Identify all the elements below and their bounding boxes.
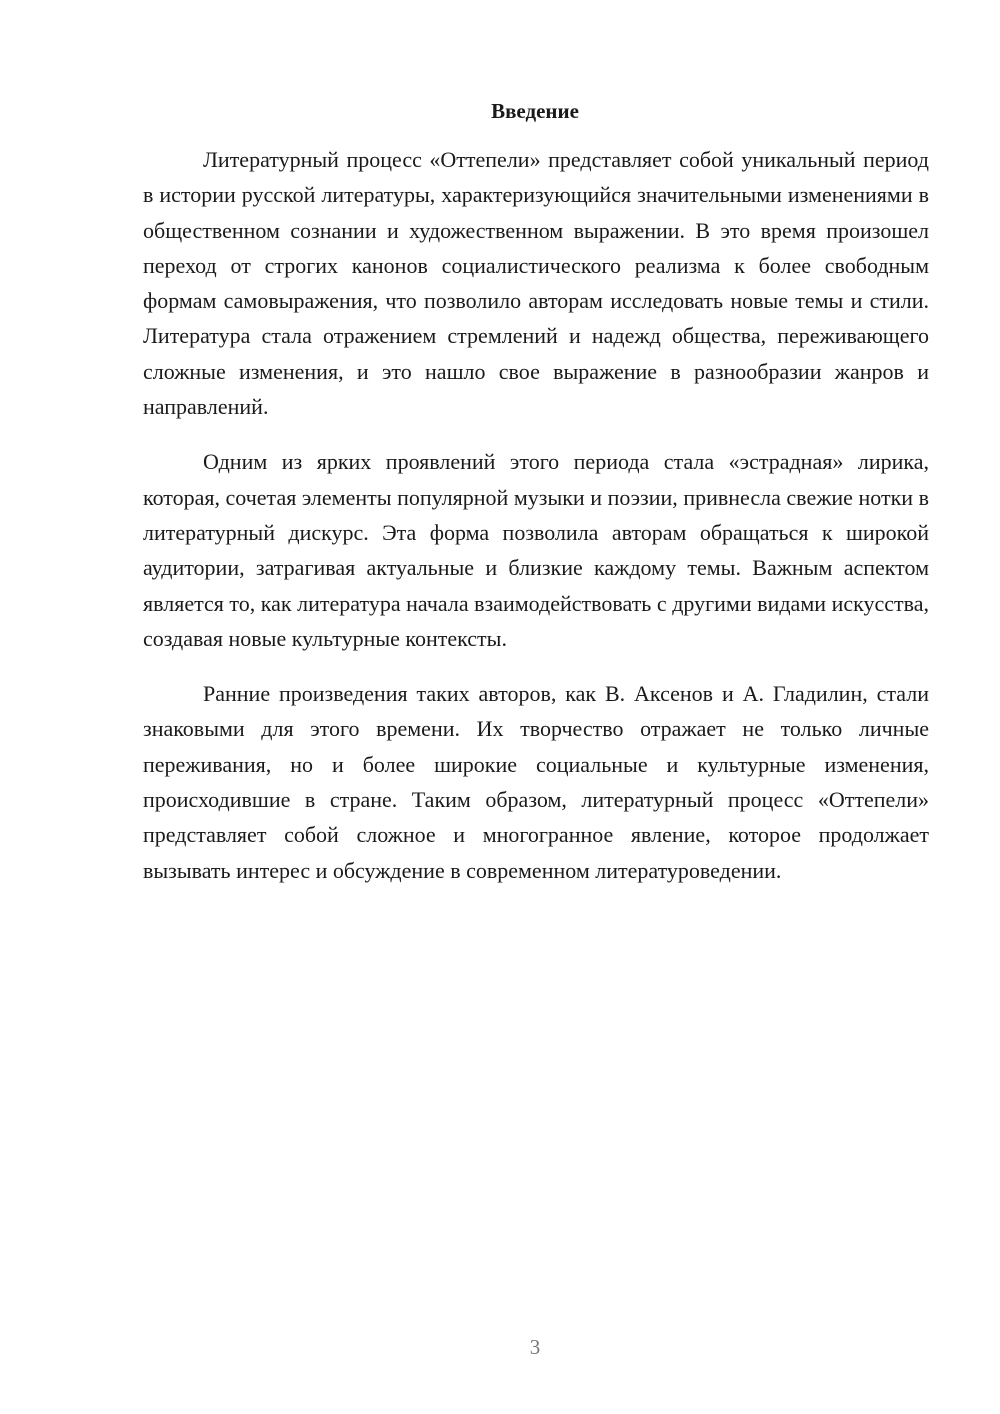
paragraph-2: Одним из ярких проявлений этого периода стала «эстрадная» лирика, которая, сочетая элементы популярной музыки и поэзии, привнесла свежие нотки в литературный дискурс. Эта форма позволила авторам обращаться к широкой аудитории, затрагивая актуальные и близкие каждому темы. Важным аспектом является то, как литература начала взаимодействовать с другими видами искусства, создавая новые культурные контексты. [143,449,929,651]
section-heading: Введение [491,99,579,123]
paragraph-1: Литературный процесс «Оттепели» представляет собой уникальный период в истории русской литературы, характеризующийся значительными изменениями в общественном сознании и художественном выражении. В это время произошел переход от строгих канонов социалистического реализма к более свободным формам самовыражения, что позволило авторам исследовать новые темы и стили. Литература стала отражением стремлений и надежд общества, переживающего сложные изменения, и это нашло свое выражение в разнообразии жанров и направлений. [143,147,929,420]
body-text [143,142,929,908]
paragraph-3: Ранние произведения таких авторов, как В. Аксенов и А. Гладилин, стали знаковыми для этого времени. Их творчество отражает не только личные переживания, но и более широкие социальные и культурные изменения, происходившие в стране. Таким образом, литературный процесс «Оттепели» представляет собой сложное и многогранное явление, которое продолжает вызывать интерес и обсуждение в современном литературоведении. [143,681,929,883]
page-number: 3 [529,1335,541,1359]
